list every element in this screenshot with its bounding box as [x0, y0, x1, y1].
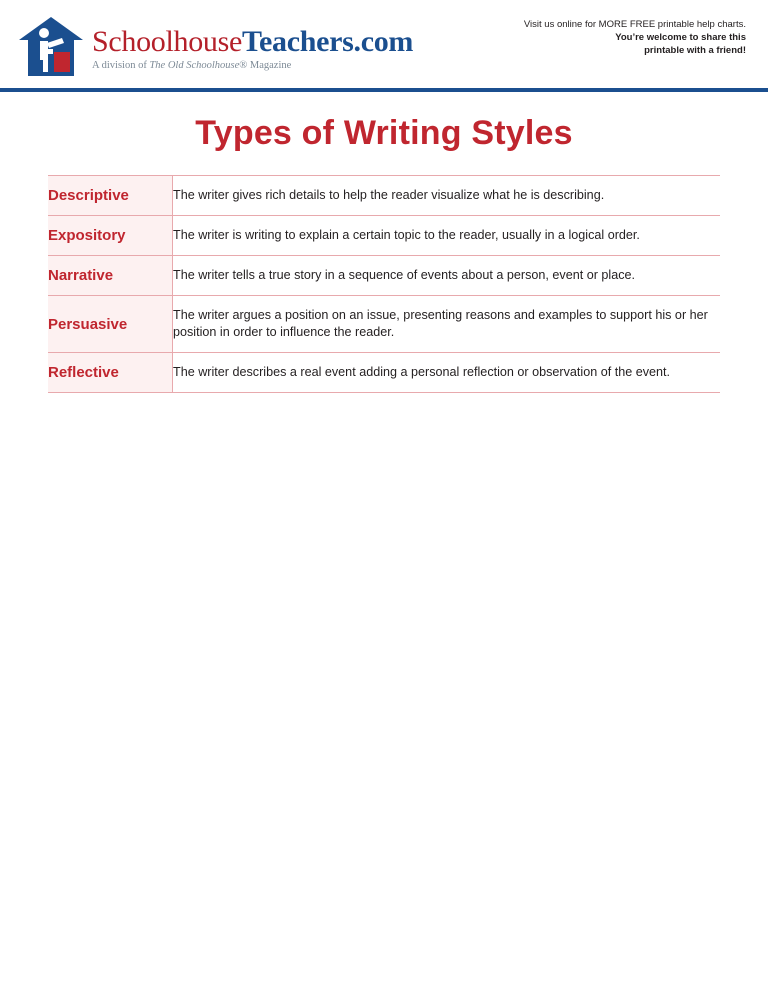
style-description-cell: The writer describes a real event adding a personal reflection or observation of the event.	[173, 365, 671, 379]
tagline-magazine: The Old Schoolhouse	[149, 60, 240, 71]
table-row	[48, 353, 720, 393]
table-row	[48, 176, 720, 216]
style-name-cell: Descriptive	[48, 176, 173, 216]
brand-tagline	[92, 60, 413, 71]
header-note-line-1: Visit us online for MORE FREE printable help charts.	[523, 19, 746, 30]
tagline-suffix: ® Magazine	[239, 60, 292, 71]
style-description-cell: The writer tells a true story in a sequence of events about a person, event or place.	[173, 268, 636, 282]
page-header	[0, 0, 768, 92]
style-description-cell: The writer is writing to explain a certain topic to the reader, usually in a logical order.	[173, 228, 640, 242]
wordmark-teachers: Teachers	[242, 25, 354, 58]
table-row	[48, 216, 720, 256]
style-name-cell: Expository	[48, 216, 173, 256]
style-name-cell: Persuasive	[48, 296, 173, 353]
writing-styles-table	[48, 175, 720, 393]
table-row	[48, 256, 720, 296]
tagline-prefix: A division of	[92, 60, 150, 71]
brand-logo	[18, 16, 413, 78]
writing-styles-chart	[48, 175, 720, 393]
style-description-cell: The writer gives rich details to help the reader visualize what he is describing.	[173, 188, 605, 202]
page-title: Types of Writing Styles	[195, 114, 573, 152]
wordmark-school: Schoolhouse	[92, 25, 243, 58]
wordmark-dotcom: .com	[353, 25, 414, 58]
style-description-cell: The writer argues a position on an issue, presenting reasons and examples to support his or her position in order to influence the reader.	[173, 308, 708, 339]
style-name-cell: Reflective	[48, 353, 173, 393]
header-note-line-3: printable with a friend!	[644, 45, 746, 56]
brand-wordmark	[92, 16, 413, 71]
header-note	[524, 18, 746, 57]
header-note-line-2: You’re welcome to share this	[615, 32, 746, 43]
header-divider	[0, 88, 768, 92]
style-name-cell: Narrative	[48, 256, 173, 296]
schoolhouse-logo-icon	[18, 16, 84, 78]
table-row	[48, 296, 720, 353]
